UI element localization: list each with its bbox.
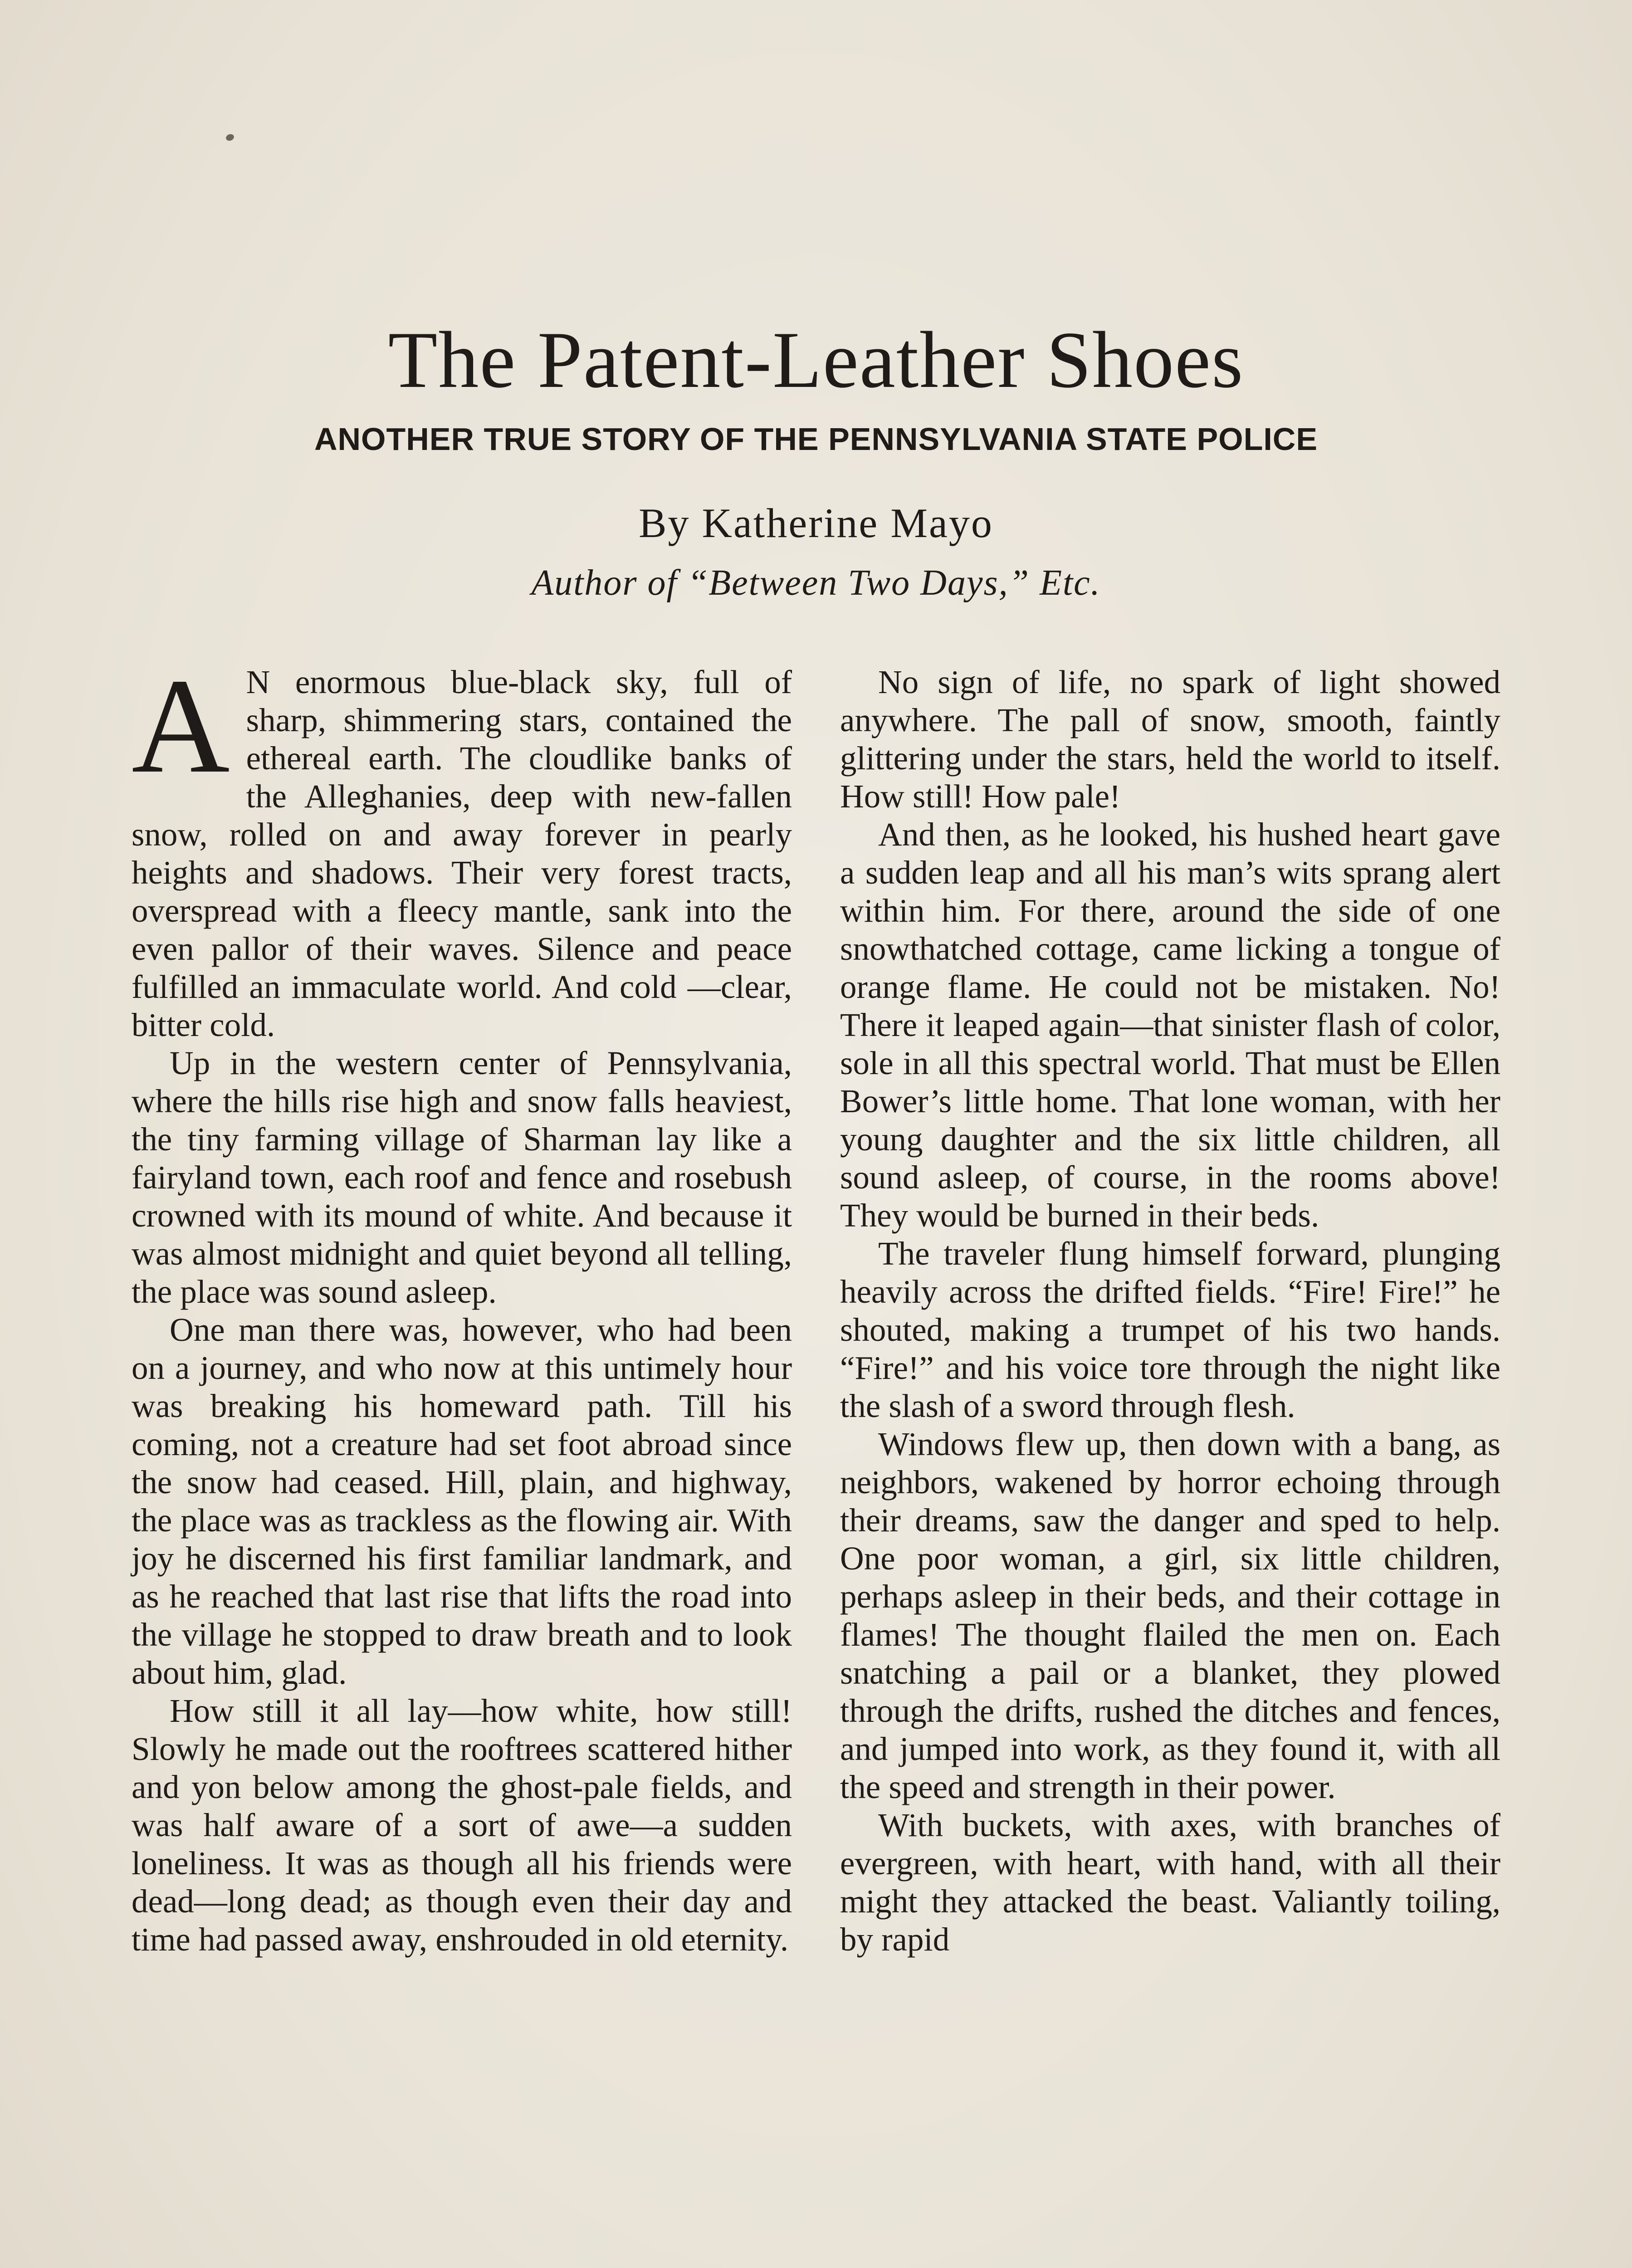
article-title: The Patent-Leather Shoes xyxy=(388,315,1244,405)
paragraph: The traveler flung himself forward, plunging heavily across the drifted fields. “Fire! Fire!” he shouted, making a trumpet of his two hands. “Fire!” and his voice tore through the night like the slash of a sword through flesh. xyxy=(840,1235,1500,1424)
left-column xyxy=(132,650,792,1959)
article-subtitle: ANOTHER TRUE STORY OF THE PENNSYLVANIA STATE POLICE xyxy=(314,421,1318,457)
paragraph: One man there was, however, who had been on a journey, and who now at this untimely hour was breaking his homeward path. Till his coming, not a creature had set foot abroad since the snow had ceased. Hill, plain, and highway, the place was as trackless as the flowing air. With joy he discerned his first familiar landmark, and as he reached that last rise that lifts the road into the village he stopped to draw breath and to look about him, glad. xyxy=(132,1311,792,1691)
paragraph: How still it all lay—how white, how still! Slowly he made out the rooftrees scattered hither and yon below among the ghost-pale fields, and was half aware of a sort of awe—a sudden loneliness. It was as though all his friends were dead—long dead; as though even their day and time had passed away, enshrouded in old eternity. xyxy=(132,1692,792,1958)
paragraph: Up in the western center of Pennsylvania, where the hills rise high and snow falls heaviest, the tiny farming village of Sharman lay like a fairyland town, each roof and fence and rosebush crowned with its mound of white. And because it was almost midnight and quiet beyond all telling, the place was sound asleep. xyxy=(132,1045,792,1310)
drop-cap: A xyxy=(132,650,230,801)
paragraph: No sign of life, no spark of light showed anywhere. The pall of snow, smooth, faintly glittering under the stars, held the world to itself. How still! How pale! xyxy=(840,664,1500,815)
paragraph: And then, as he looked, his hushed heart gave a sudden leap and all his man’s wits sprang alert within him. For there, around the side of one snowthatched cottage, came licking a tongue of orange flame. He could not be mistaken. No! There it leaped again—that sinister flash of color, sole in all this spectral world. That must be Ellen Bower’s little home. That lone woman, with her young daughter and the six little children, all sound asleep, of course, in the rooms above! They would be burned in their beds. xyxy=(840,816,1500,1234)
paragraph: Windows flew up, then down with a bang, as neighbors, wakened by horror echoing through their dreams, saw the danger and sped to help. One poor woman, a girl, six little children, perhaps asleep in their beds, and their cottage in flames! The thought flailed the men on. Each snatching a pail or a blanket, they plowed through the drifts, rushed the ditches and fences, and jumped into work, as they found it, with all the speed and strength in their power. xyxy=(840,1426,1500,1805)
ink-speck xyxy=(225,133,235,142)
paragraph: With buckets, with axes, with branches of evergreen, with heart, with hand, with all their might they attacked the beast. Valiantly toiling, by rapid xyxy=(840,1807,1500,1958)
right-column xyxy=(840,663,1500,1959)
paragraph xyxy=(132,650,792,1044)
paragraph-text: N enormous blue-black sky, full of sharp, shimmering stars, contained the ethereal earth. The cloudlike banks of the Alleghanies, deep with new-fallen snow, rolled on and away forever in pearly heights and shadows. Their very forest tracts, overspread with a fleecy mantle, sank into the even pallor of their waves. Silence and peace fulfilled an immaculate world. And cold —clear, bitter cold. xyxy=(132,664,792,1043)
author-credits: Author of “Between Two Days,” Etc. xyxy=(531,563,1101,603)
byline: By Katherine Mayo xyxy=(639,500,993,546)
